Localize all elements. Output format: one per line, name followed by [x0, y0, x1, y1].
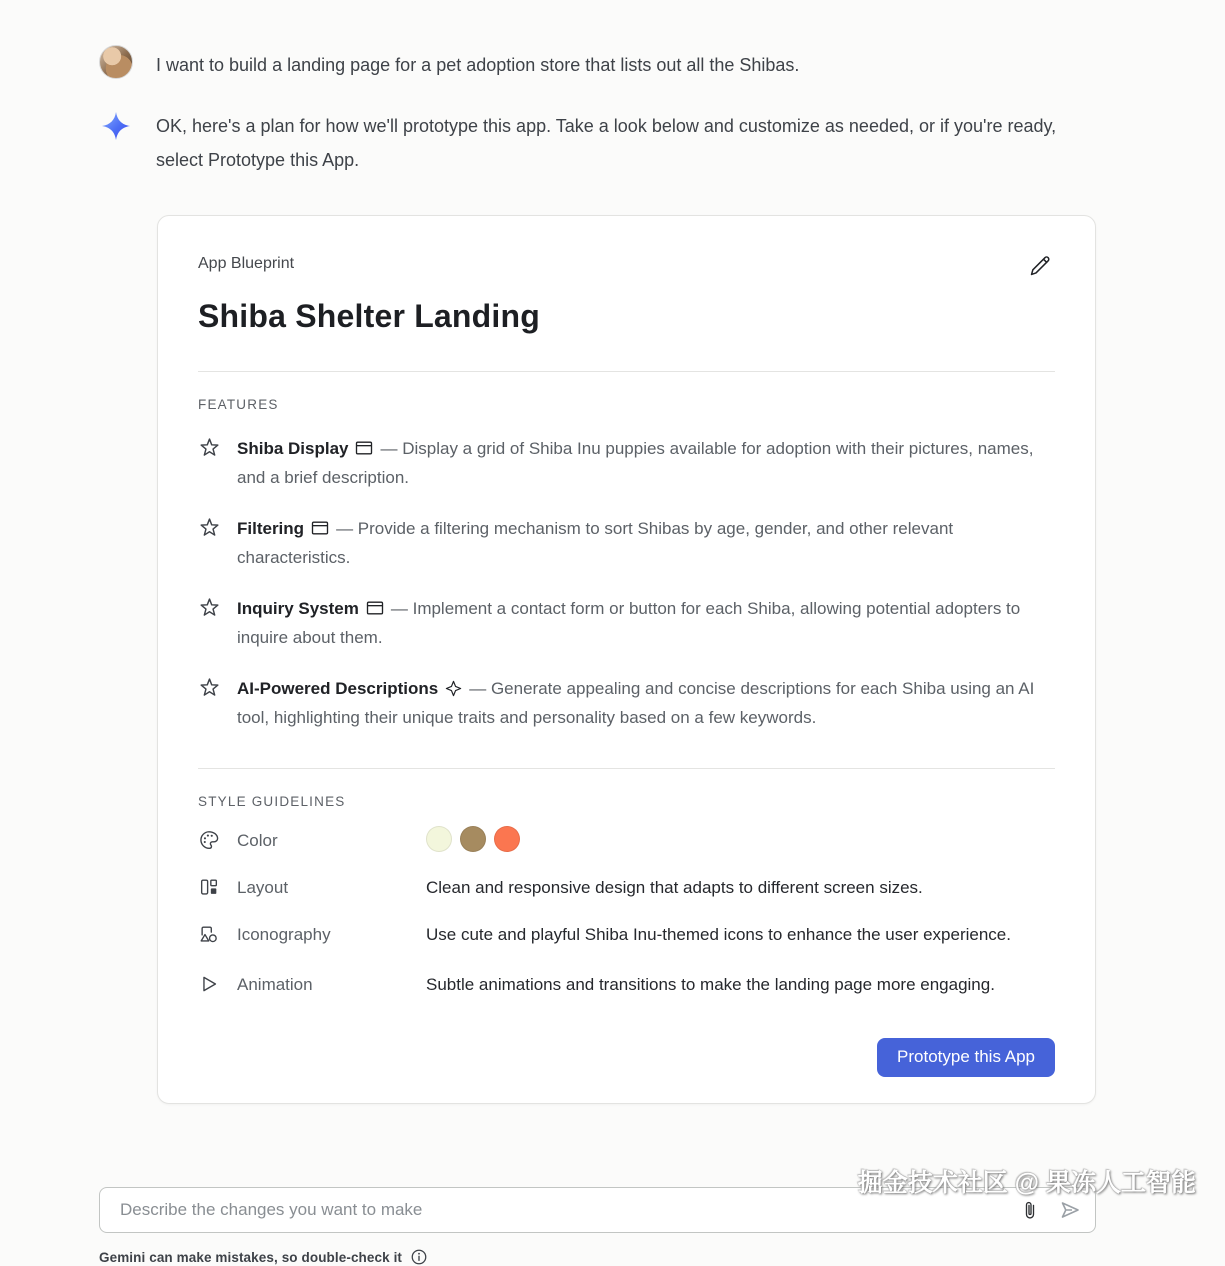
divider: [198, 768, 1055, 769]
animation-label: Animation: [237, 975, 313, 994]
feature-name: Shiba Display: [237, 439, 349, 458]
feature-description: — Provide a filtering mechanism to sort Shibas by age, gender, and other relevant characteristics.: [237, 519, 954, 567]
gemini-sparkle-icon: [100, 110, 132, 142]
feature-item-shiba-display: [198, 434, 1055, 492]
window-icon: [365, 598, 385, 618]
style-row-iconography: [198, 920, 1055, 950]
sparkle-icon: [444, 679, 463, 698]
star-bullet-icon: [198, 434, 237, 492]
prototype-button[interactable]: Prototype this App: [877, 1038, 1055, 1077]
user-message-text: I want to build a landing page for a pet adoption store that lists out all the Shibas.: [156, 55, 800, 75]
window-icon: [354, 438, 374, 458]
assistant-message-gutter: [99, 109, 156, 142]
disclaimer-row: [99, 1248, 1096, 1266]
star-bullet-icon: [198, 514, 237, 572]
assistant-message-row: [99, 109, 1096, 177]
feature-item-filtering: [198, 514, 1055, 572]
style-row-animation: [198, 970, 1055, 1000]
feature-description: — Display a grid of Shiba Inu puppies available for adoption with their pictures, names, and a brief description.: [237, 439, 1034, 487]
change-request-input[interactable]: [99, 1187, 1096, 1233]
color-swatch-cream: [426, 826, 452, 852]
feature-name: AI-Powered Descriptions: [237, 679, 439, 698]
blueprint-title: Shiba Shelter Landing: [198, 298, 541, 334]
star-bullet-icon: [198, 674, 237, 732]
layout-icon: [198, 873, 237, 903]
user-message-gutter: [99, 45, 156, 79]
animation-value: Subtle animations and transitions to make the landing page more engaging.: [426, 975, 995, 994]
paperclip-icon: [1020, 1199, 1040, 1221]
feature-name: Inquiry System: [237, 599, 359, 618]
features-heading: FEATURES: [198, 397, 279, 412]
style-row-color: [198, 826, 1055, 856]
divider: [198, 371, 1055, 372]
layout-label: Layout: [237, 878, 289, 897]
feature-item-ai-descriptions: [198, 674, 1055, 732]
iconography-label: Iconography: [237, 925, 331, 944]
send-icon: [1058, 1198, 1082, 1222]
layout-value: Clean and responsive design that adapts to different screen sizes.: [426, 878, 923, 897]
style-row-layout: [198, 873, 1055, 903]
disclaimer-text: Gemini can make mistakes, so double-check it: [99, 1249, 403, 1265]
info-icon[interactable]: [410, 1248, 428, 1266]
card-label: App Blueprint: [198, 255, 295, 272]
composer: [99, 1187, 1096, 1266]
star-bullet-icon: [198, 594, 237, 652]
feature-item-inquiry-system: [198, 594, 1055, 652]
app-blueprint-card: [157, 215, 1096, 1104]
iconography-value: Use cute and playful Shiba Inu-themed icons to enhance the user experience.: [426, 925, 1011, 944]
color-swatch-brown: [460, 826, 486, 852]
user-message-row: [99, 45, 1096, 82]
assistant-message-text: OK, here's a plan for how we'll prototype this app. Take a look below and customize as needed, or if you're ready, select Prototype this App.: [156, 116, 1057, 170]
feature-description: — Implement a contact form or button for each Shiba, allowing potential adopters to inquire about them.: [237, 599, 1021, 647]
color-label: Color: [237, 831, 278, 850]
user-avatar: [99, 45, 133, 79]
send-button[interactable]: [1058, 1198, 1082, 1222]
feature-name: Filtering: [237, 519, 305, 538]
feature-description: — Generate appealing and concise descriptions for each Shiba using an AI tool, highlighting their unique traits and personality based on a few keywords.: [237, 679, 1035, 727]
attach-file-button[interactable]: [1020, 1199, 1040, 1221]
watermark-text: 掘金技术社区 @ 果冻人工智能: [857, 1169, 1196, 1197]
play-icon: [198, 970, 237, 1000]
window-icon: [310, 518, 330, 538]
shapes-icon: [198, 920, 237, 950]
palette-icon: [198, 826, 237, 856]
pencil-icon: [1027, 253, 1053, 279]
edit-blueprint-button[interactable]: [1025, 251, 1055, 284]
style-guidelines-heading: STYLE GUIDELINES: [198, 794, 346, 809]
color-swatches: [426, 826, 520, 852]
color-swatch-orange: [494, 826, 520, 852]
